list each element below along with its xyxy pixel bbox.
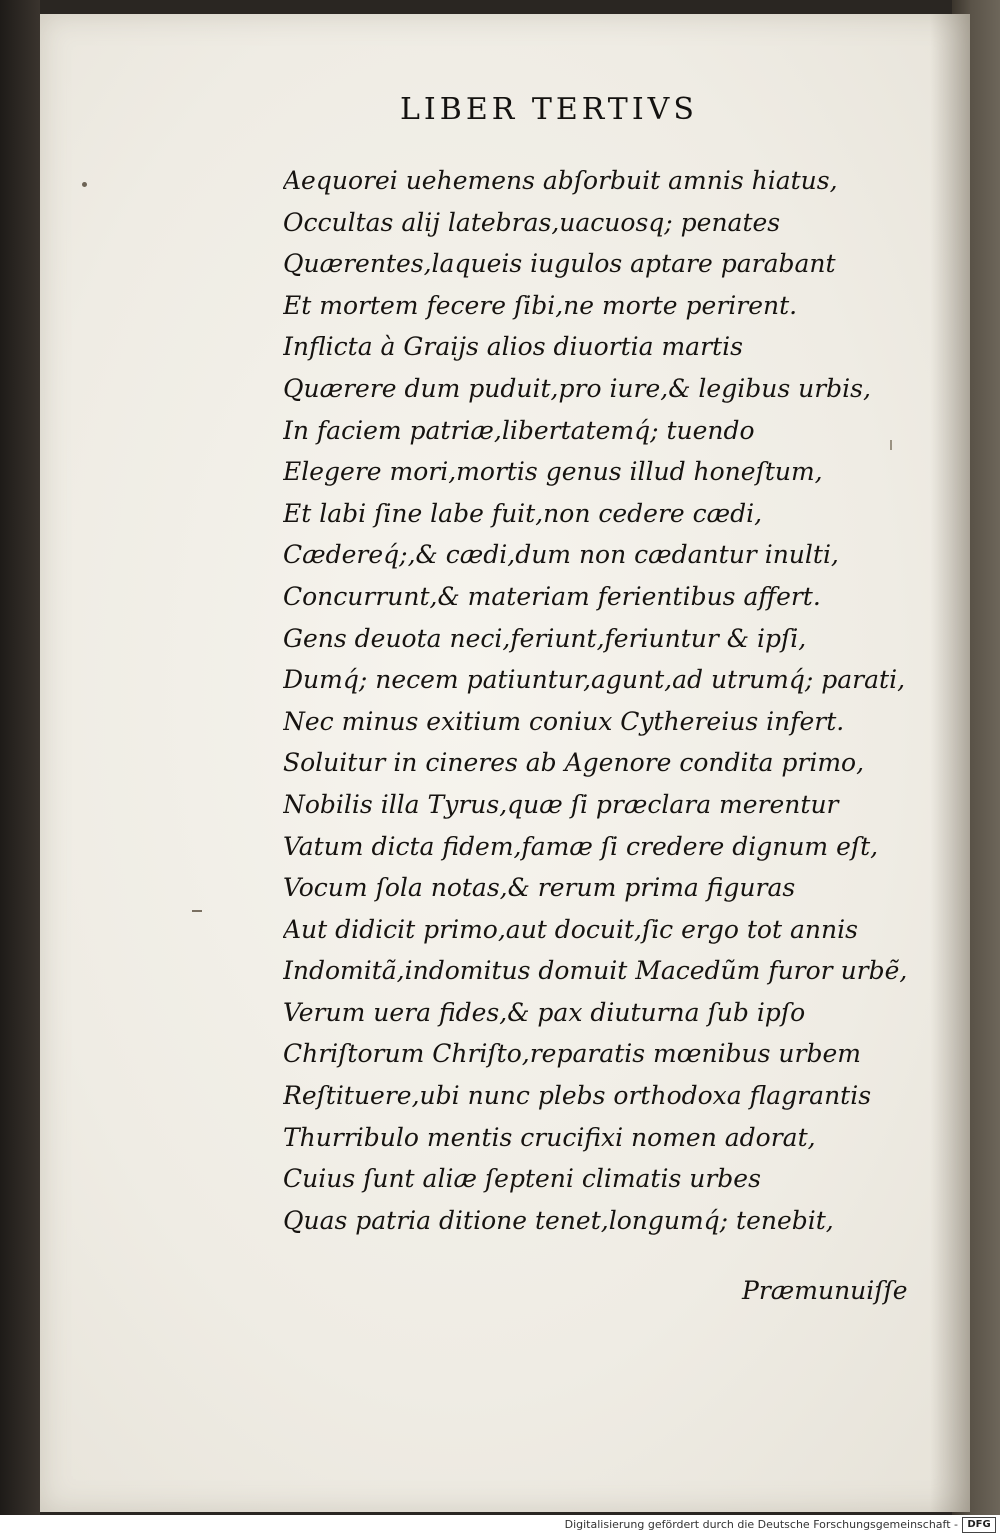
ink-dash <box>192 910 202 912</box>
verse-line: Soluitur in cineres ab Agenore condita primo, <box>283 748 865 778</box>
book-left-edge <box>0 0 40 1515</box>
verse-line: Et mortem fecere ſibi,ne morte perirent. <box>283 290 798 320</box>
verse-line: Nobilis illa Tyrus,quæ ſi præclara merentur <box>283 789 839 819</box>
verse-line: Inflicta à Graijs alios diuortia martis <box>283 332 743 362</box>
verse-line: Aequorei uehemens abſorbuit amnis hiatus, <box>283 166 838 195</box>
verse-line: Et labi ſine labe fuit,non cedere cædi, <box>283 498 763 528</box>
verse-line: Thurribulo mentis crucifixi nomen adorat, <box>283 1122 816 1152</box>
verse-line: Indomitã,indomitus domuit Macedũm furor urbẽ, <box>283 956 908 986</box>
verse-line: Quærere dum puduit,pro iure,& legibus urbis, <box>283 373 871 403</box>
footer-credit: Digitalisierung gefördert durch die Deutsche Forschungsgemeinschaft - <box>564 1518 958 1531</box>
verse-line: Occultas alij latebras,uacuosq; penates <box>283 207 781 237</box>
verse-line: Nec minus exitium coniux Cythereius infert. <box>283 706 845 736</box>
verse-line: Concurrunt,& materiam ferientibus affert. <box>283 581 821 611</box>
ink-speck <box>82 182 87 187</box>
verse-line: Cædereq́;,& cædi,dum non cædantur inulti, <box>283 540 839 570</box>
verse-line: Dumq́; necem patiuntur,agunt,ad utrumq́; parati, <box>283 665 906 695</box>
verse-line: Reſtituere,ubi nunc plebs orthodoxa flagrantis <box>283 1081 872 1111</box>
verse-line: Elegere mori,mortis genus illud honeſtum, <box>283 457 823 487</box>
verse-line: Vocum ſola notas,& rerum prima figuras <box>283 873 796 903</box>
verse-line: In faciem patriæ,libertatemq́; tuendo <box>283 415 755 445</box>
running-head: LIBER TERTIVS <box>400 92 698 127</box>
verse-line: Cuius ſunt aliæ ſepteni climatis urbes <box>283 1164 761 1194</box>
verse-line: Verum uera fides,& pax diuturna ſub ipſo <box>283 997 806 1027</box>
digitization-footer <box>0 1515 1000 1536</box>
verse-line: Quas patria ditione tenet,longumq́; tenebit, <box>283 1205 834 1235</box>
dfg-logo: DFG <box>962 1517 996 1533</box>
verse-line: Vatum dicta fidem,famæ ſi credere dignum eſt, <box>283 831 879 861</box>
verse-block <box>283 160 933 1241</box>
catchword: Præmunuiſſe <box>742 1276 908 1305</box>
verse-line: Aut didicit primo,aut docuit,ſic ergo tot annis <box>283 914 858 944</box>
verse-line: Quærentes,laqueis iugulos aptare parabant <box>283 249 836 279</box>
verse-line: Gens deuota neci,feriunt,feriuntur & ipſi, <box>283 623 807 653</box>
verse-line: Chriſtorum Chriſto,reparatis mœnibus urbem <box>283 1039 861 1069</box>
